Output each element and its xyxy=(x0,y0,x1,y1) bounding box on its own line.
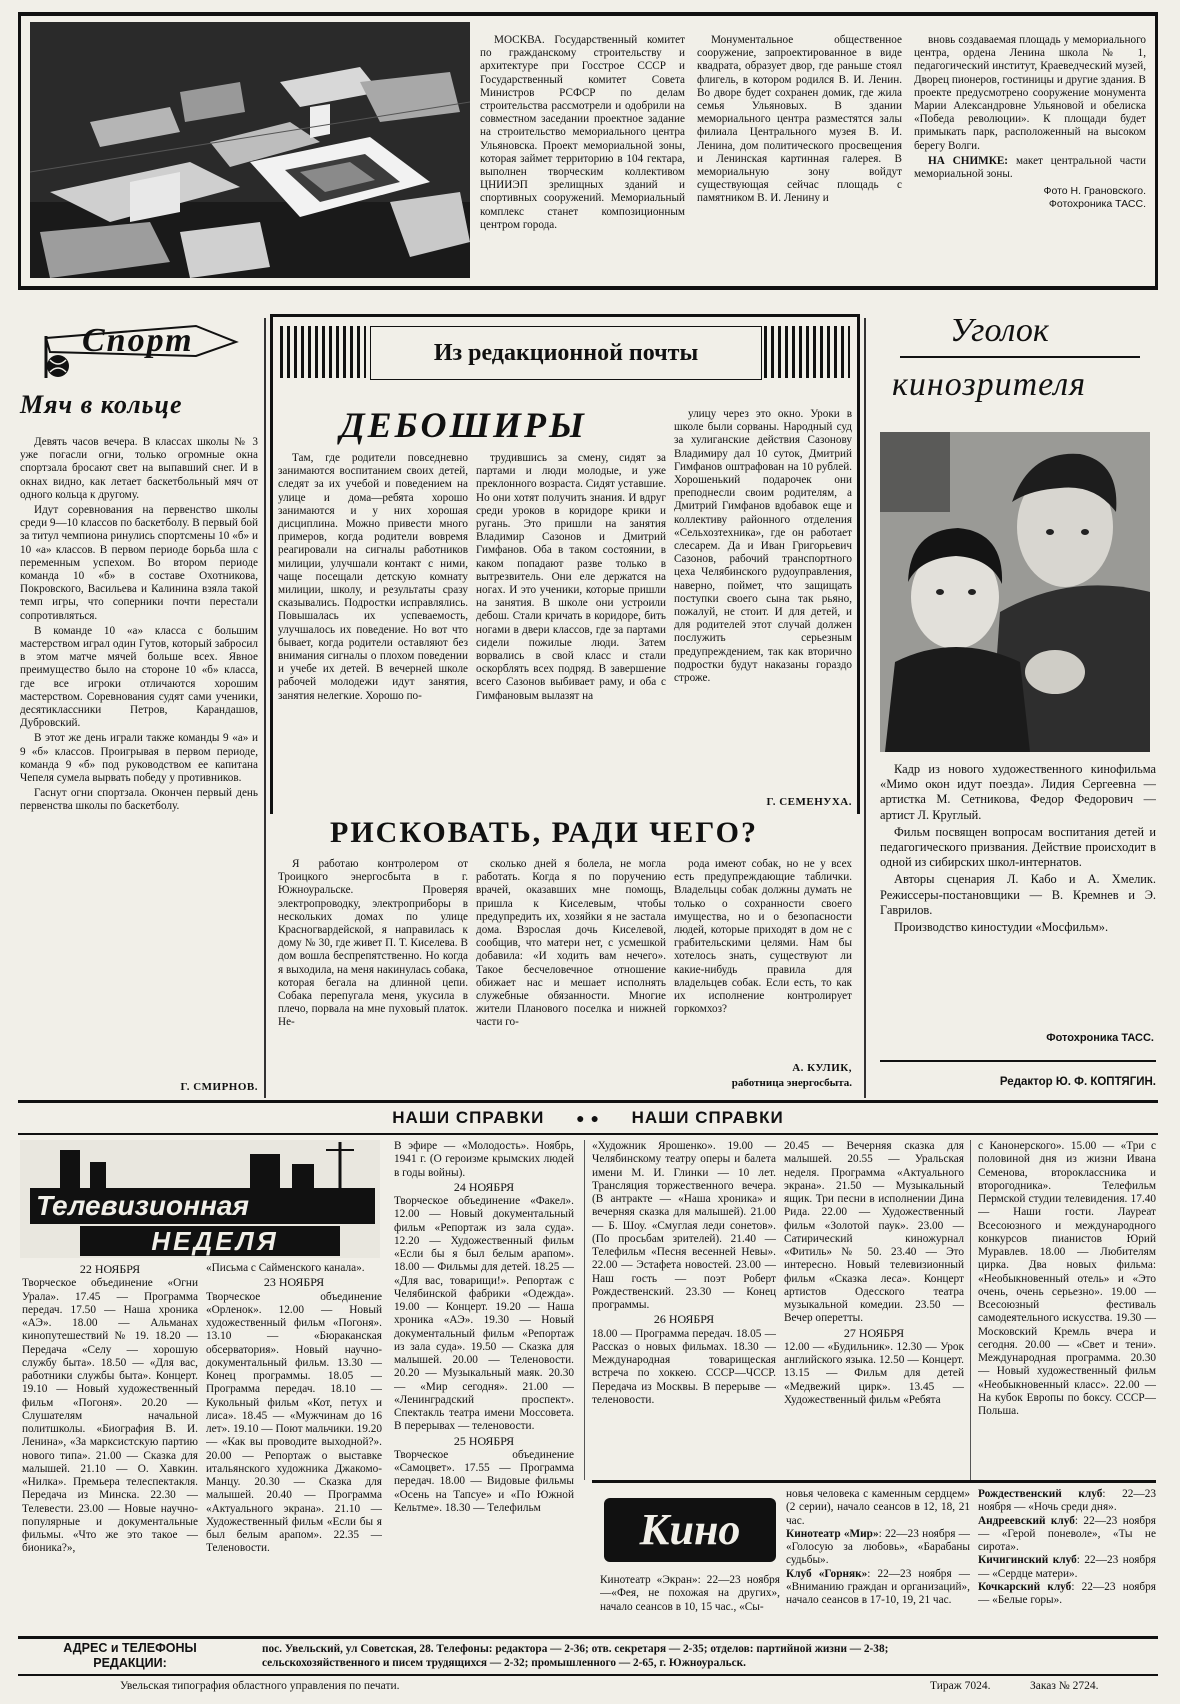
kino-caption-1: Кадр из нового художественного кинофильма «Мимо окон идут поезда». Лидия Сергеевна — артистка М. Сетникова, Федор Федорович — артист Л. Круглый. xyxy=(880,762,1156,822)
kino-ekran: Кинотеатр «Экран»: 22—23 ноября—«Фея, не похожая на других», начало сеансов в 10, 15 час., «Сы- xyxy=(600,1574,780,1613)
mail-signature: Г. СЕМЕНУХА. xyxy=(766,796,852,808)
footer-tirazh: Тираж 7024. xyxy=(930,1680,991,1692)
photo-note-label: НА СНИМКЕ: xyxy=(928,154,1009,167)
footer-label xyxy=(30,1641,230,1671)
risk-signature-note: работница энергосбыта. xyxy=(731,1077,852,1089)
tv-col-3 xyxy=(394,1140,574,1626)
memorial-model-photo xyxy=(30,22,470,278)
tv-col-4 xyxy=(592,1140,776,1474)
memorial-article-col1 xyxy=(480,34,685,282)
kino-gornyak-label: Клуб «Горняк» xyxy=(786,1567,868,1580)
mail-frame-top xyxy=(270,314,860,317)
sport-para-2: Идут соревнования на первенство школы среди 9—10 классов по баскетболу. В первый бой за титул чемпиона ринулись спортсмены 10 «б» и 10 «а» классов. В первом периоде борьба шла с переменным успехом. Во втором периоде команда 10 «б» в составе Охотникова, Покровского, Васильева и Калинина взяла такой темп игры, что соперники почти перестали сопротивляться. xyxy=(20,504,258,622)
kino-logo xyxy=(600,1490,780,1570)
tv-program-22-end: «Письма с Сайменского канала». xyxy=(206,1262,365,1274)
banner-right: НАШИ СПРАВКИ xyxy=(631,1108,784,1127)
kino-corner-credit: Фотохроника ТАСС. xyxy=(1046,1032,1154,1044)
tv-day-24: 24 НОЯБРЯ xyxy=(453,1179,515,1194)
banner-rule-bottom xyxy=(18,1133,1158,1135)
tv-program-23: Творческое объединение «Орленок». 12.00 — Новый художественный фильм «Погоня». 13.10 — «Бюраканская обсерватория». Новый научно-документальный фильм. 13.30 — Конец программы. 18.05 — Программа передач. 18.10 — Кукольный фильм «Кот, петух и лиса». 18.45 — «Мужчинам до 16 лет». 19.10 — Поют мальчики. 19.20 — «Как вы проводите выходной?». 20.00 — Репортаж о выставке итальянского художника Джакомо-Манцу. 20.30 — Сказка для малышей. 20.40 — Программа «Актуального экрана». 21.10 — Художественный фильм «Если бы я был белым арапом». 22.35 — Теленовости. xyxy=(206,1290,382,1555)
kino-andr-label: Андреевский клуб xyxy=(978,1514,1075,1527)
footer-rule-top xyxy=(18,1636,1158,1639)
tv-program-27-cont: с Канонерского». 15.00 — «Три с половиной дня из жизни Ивана Семенова, второклассника и второгодника». Телефильм Пермской студии телевидения. 17.40 — Наши гости. Лауреат Всесоюзного и международного конкурсов пианистов Юрий Муравлев. 18.00 — Любителям цирка. Два новых фильма: «Необыкновенный отель» и «Это очень, очень серьезно». 19.00 — Всесоюзный фестиваль самодеятельного искусства. 19.30 — Московский Кремль вчера и сегодня. 20.00 — «Свет и тени». Международная программа. 20.30 — Новый художественный фильм «Необыкновенный класс». 22.00 — На кубок Европы по боксу. СССР—Польша. xyxy=(978,1140,1156,1417)
divider-mail-kino xyxy=(864,318,866,1098)
risk-col2 xyxy=(476,858,666,1088)
film-still-photo xyxy=(880,432,1150,752)
risk-text-3: рода имеют собак, но не у всех есть предупреждающие таблички. Владельцы собак должны думать не только о сохранности своего имущества, но и о безопасности людей, которые приходят в дом не с грабительскими целями. Нам бы хотелось знать, существуют ли какие-нибудь правила для владельцев собак. Если есть, то как их исполнение контролирует горкомхоз? xyxy=(674,858,852,1016)
kino-right-3 xyxy=(978,1554,1156,1581)
tv-day-27: 27 НОЯБРЯ xyxy=(843,1325,905,1340)
banner-rule-top xyxy=(18,1100,1158,1103)
kino-corner-title-2: кинозрителя xyxy=(892,366,1087,403)
memorial-article-col3 xyxy=(914,34,1146,284)
tv-program-25: Творческое объединение «Самоцвет». 17.55 — Программа передач. 18.00 — Видовые фильмы «Осень на Тапсуе» и «По Южной Кельтме». 18.30 — Телефильм xyxy=(394,1448,574,1514)
kino-right-2 xyxy=(978,1515,1156,1555)
kino-listing-left xyxy=(600,1574,780,1630)
memorial-text-1: МОСКВА. Государственный комитет по гражданскому строительству и архитектуре при Госстрое СССР и Государственный комитет Совета Министров РСФСР по делам строительства рассмотрели и одобрили на совместном заседании проектное задание на строительство мемориального центра Ульяновска. Проект мемориальной зоны, которая займет территорию в 104 гектара, выполнен творческим коллективом ЦНИИЭП зрелищных зданий и спортивных сооружений. Мемориальный комплекс станет композиционным центром города. xyxy=(480,34,685,231)
kino-rozhd-label: Рождественский клуб xyxy=(978,1488,1103,1500)
tv-divider-1 xyxy=(584,1140,585,1480)
sport-headline: Мяч в кольце xyxy=(20,390,183,419)
mail-text-3: улицу через это окно. Уроки в школе были сорваны. Народный суд за хулиганские действия Сазонову Владимиру дал 10 суток, Дмитрий Гимфанов оштрафован на 10 рублей. Хорошенький подарочек они преподнесли своим родителям, а Дмитрий Гимфанов вдобавок еще и коллективу районного отделения «Сельхозтехника», где он работает слесарем. Да и Иван Григорьевич Сазонов, рабочий транспортного цеха Челябинского рудоуправления, наверно, поймет, что защищать поступки своего сына так рьяно, пожалуй, не стоит. И для детей, и для родителей этот случай должен послужить серьезным предупреждением, так как вторично подростки будут наказаны гораздо строже. xyxy=(674,408,852,685)
footer-printer: Увельская типография областного управления по печати. xyxy=(120,1680,400,1692)
tv-logo xyxy=(20,1140,380,1258)
mail-col2 xyxy=(476,452,666,802)
banner-dots: ● ● xyxy=(576,1110,600,1126)
mail-rubric-hatch-right xyxy=(764,326,850,378)
sport-para-5: Гаснут огни спортзала. Окончен первый день первенства школы по баскетболу. xyxy=(20,787,258,813)
kino-listing-right xyxy=(978,1488,1156,1628)
risk-text-1: Я работаю контролером от Троицкого энергосбыта в г. Южноуральске. Проверяя электропроводку, электроприборы в нескольких домах по улице Красногвардейской, я направилась к дому № 30, где живет П. Т. Киселева. В дом вошла беспрепятственно. Но когда я выходила, на меня накинулась собака, которая бегала на длинной цепи. Собака перепугала меня, укусила в плечо, порвала на мне пуховый платок. Не- xyxy=(278,858,468,1029)
tv-day-26: 26 НОЯБРЯ xyxy=(653,1312,715,1327)
risk-headline: РИСКОВАТЬ, РАДИ ЧЕГО? xyxy=(330,816,758,849)
kino-caption-2: Фильм посвящен вопросам воспитания детей и педагогического призвания. Действие происходит в одной из сибирских школ-интернатов. xyxy=(880,824,1156,870)
sport-article xyxy=(20,436,258,1052)
kino-caption-3: Авторы сценария Л. Кабо и А. Хмелик. Режиссеры-постановщики — В. Кремнев и Э. Гаврилов. xyxy=(880,872,1156,917)
editor-line: Редактор Ю. Ф. КОПТЯГИН. xyxy=(999,1076,1156,1088)
mail-text-1: Там, где родители повседневно занимаются воспитанием своих детей, следят за их учебой и поведением на улице и дома—ребята хорошо занимаются и у них хорошая дисциплина. Можно привести много примеров, когда родители вовремя реагировали на сигналы работников милиции, улучшали контакт с ними, чаще посещали детскую комнату милиции, школу, и результаты сразу сказывались. Подростки исправлялись. Повышалась их успеваемость, улучшалось их поведение. Но вот что бывает, когда родители оставляют без внимания сигналы о плохом поведении и учебе их детей. В вечерней школе рабочей молодежи идут занятия, занятия нелегкие. Хорошо по- xyxy=(278,452,468,702)
kino-corner-caption xyxy=(880,762,1156,1032)
top-border-bottom xyxy=(18,286,1158,290)
memorial-text-2: Монументальное общественное сооружение, запроектированное в виде квадрата, образует двор, где раньше стоял флигель, в котором родился В. И. Ленин. Во дворе будет сохранен домик, где жила семья Ульяновых. В здании мемориального центра разместятся залы филиала Центрального музея В. И. Ленина, дом политического просвещения и Ленинская картинная галерея. В мемориальную зону войдут существующая сейчас площадь с памятником В. И. Ленину и xyxy=(697,34,902,205)
mail-rubric: Из редакционной почты xyxy=(433,340,699,366)
tv-program-26-cont: 20.45 — Вечерняя сказка для малышей. 20.55 — Уральская неделя. Программа «Актуального экрана». 21.50 — Музыкальный ящик. Три песни в исполнении Дина Рида. 22.00 — Художественный фильм «Золотой паук». 23.00 — Сатирический киножурнал «Фитиль» № 50. 23.40 — Это интересно. Новый телевизионный фильм «Сказка леса». Концерт артистов Одесского театра музыкальной комедии. 23.50 — Вечер оперетты. xyxy=(784,1140,964,1325)
kino-andr-text: : 22—23 ноября — «Герой поневоле», «Ты не сирота». xyxy=(978,1514,1156,1553)
kino-gornyak-text: : 22—23 ноября — «Вниманию граждан и организаций», начало сеансов в 17-10, 19, 21 час. xyxy=(786,1567,970,1606)
photo-credit-2: Фотохроника ТАСС. xyxy=(1048,198,1146,211)
mail-headline: ДЕБОШИРЫ xyxy=(340,405,587,445)
kino-listing-mid xyxy=(786,1488,970,1628)
tv-program-25-cont: «Художник Ярошенко». 19.00 — Челябинскому театру оперы и балета имени М. И. Глинки — 10 лет. Трансляция торжественного вечера. (В антракте — «Наша хроника» и вечерняя сказка для малышей). 21.00 — Б. Шоу. «Смуглая леди сонетов». (По просьбам зрителей). 21.40 — Телефильм «Песня весенней Невы». 22.00 — Эстафета новостей. 23.00 — Наш гость — поэт Роберт Рождественский. 23.30 — Конец программы. xyxy=(592,1140,776,1311)
footer-label-2: РЕДАКЦИИ: xyxy=(93,1656,167,1670)
top-border-top xyxy=(18,12,1158,16)
banner-row xyxy=(18,1104,1158,1132)
mail-rubric-hatch-left xyxy=(280,326,366,378)
footer-line-1: пос. Увельский, ул Советская, 28. Телефоны: редактора — 2-36; отв. секретаря — 2-35; отделов: партийной жизни — 2-38; xyxy=(262,1643,889,1655)
banner-left: НАШИ СПРАВКИ xyxy=(392,1108,545,1127)
photo-note-text: макет центральной части мемориальной зоны. xyxy=(914,154,1146,181)
editor-rule xyxy=(880,1060,1156,1062)
kino-right-4 xyxy=(978,1581,1156,1608)
sport-signature: Г. СМИРНОВ. xyxy=(180,1081,258,1093)
kino-mir-text: : 22—23 ноября — «Голосую за любовь», «Барабаны судьбы». xyxy=(786,1527,970,1567)
tv-program-27: 12.00 — «Будильник». 12.30 — Урок английского языка. 12.50 — Концерт. 13.15 — Фильм для детей «Медвежий цирк». 13.45 — Художественный фильм «Ребята xyxy=(784,1340,964,1406)
mail-frame-right xyxy=(857,314,860,814)
kino-kich-text: : 22—23 ноября — «Сердце матери». xyxy=(978,1554,1156,1580)
mail-frame-left xyxy=(270,314,273,814)
footer-order: Заказ № 2724. xyxy=(1030,1680,1099,1692)
sport-para-4: В этот же день играли также команды 9 «а» и 9 «б» классов. Проигрывая в первом периоде, команда 9 «б» под руководством ее капитана Чепеля сумела вырвать победу у противников. xyxy=(20,732,258,785)
tv-logo-line1: Телевизионная xyxy=(36,1190,249,1221)
kino-caption-4: Производство киностудии «Мосфильм». xyxy=(894,920,1109,935)
tv-col-1 xyxy=(22,1262,198,1626)
tv-program-22: Творческое объединение «Огни Урала». 17.45 — Программа передач. 17.50 — Наша хроника «АЭ». 18.00 — Альманах кинопутешествий № 19. 18.20 — Передача «Селу — хорошую службу быта». 18.50 — «Для вас, работники службы быта». Концерт. 19.10 — Новый художественный фильм «Погоня». 20.20 — Слушателям начальной политшколы. «Биография В. И. Ленина», «За марксистскую партию нового типа». 21.00 — Сказка для малышей. 21.10 — О. Хавкин. «Нилка». Премьера телеспектакля. Передача из Минска. 22.30 — Телевести. 23.00 — Новые научно-популярные и документальные фильмы. «Что же это такое — бионика?», xyxy=(22,1277,198,1555)
kino-kich-label: Кичигинский клуб xyxy=(978,1554,1077,1567)
kino-rule-top xyxy=(592,1480,1156,1483)
mail-text-2: трудившись за смену, сидят за партами и люди молодые, и уже преклонного возраста. Сидят уставшие. Но они хотят получить знания. И вдруг среди уроков в коридоре крики и ругань. Это пришли на занятия Владимир Сазонов и Дмитрий Гимфанов. Оба в таком состоянии, в каком попадают разве только в вытрезвитель. Они еле держатся на ногах. И это ученики, которые пришли на занятия. В школе они устроили дебош. Стали кричать в коридоре, бить ногами в двери классов, где за партами сидели пожилые люди. Затем ворвались в свой класс и стали оскорблять всех подряд. В завершение всего Сазонов выбивает раму, и оба с Гимфановым вылазят на xyxy=(476,452,666,702)
risk-text-2: сколько дней я болела, не могла работать. Когда я по поручению врачей, оказавших мне помощь, пришла к Киселевым, чтобы предупредить их, хозяйки я не застала дома. Взрослая дочь Киселевой, сообщив, что матери нет, с усмешкой добавила: «И ходить вам нечего». Такое бесчеловечное отношение обижает нас и мешает исполнять служебные обязанности. Многие жители Планового поселка и нижней части го- xyxy=(476,858,666,1029)
footer-rule-bottom xyxy=(18,1674,1158,1676)
kino-koch-label: Кочкарский клуб xyxy=(978,1580,1072,1593)
photo-credit-1: Фото Н. Грановского. xyxy=(1043,185,1146,198)
sport-para-3: В команде 10 «а» класса с большим мастерством играл один Гутов, который забросил в этом матче мячей больше всех. Явное преимущество было на стороне 10 «б» класса, где все игроки отличаются хорошим мастерством. Соревнования судят сами ученики, десятиклассники Петров, Карандашов, Дубровский. xyxy=(20,624,258,730)
footer-address xyxy=(262,1642,1154,1670)
tv-divider-2 xyxy=(970,1140,971,1480)
top-border-left xyxy=(18,12,21,290)
kino-mid-2 xyxy=(786,1528,970,1568)
sport-logo xyxy=(36,308,256,382)
sport-para-1: Девять часов вечера. В классах школы № 3 уже погасли огни, только огромные окна спортзала бросают свет на выпавший снег. И в окнах видно, как летает баскетбольный мяч от одного кольца к другому. xyxy=(20,436,258,501)
mail-col3 xyxy=(674,408,852,794)
risk-signature: А. КУЛИК, xyxy=(792,1062,852,1074)
kino-logo-text: Кино xyxy=(639,1505,741,1554)
kino-mid-1: новья человека с каменным сердцем» (2 серии), начало сеансов в 12, 18, 21 час. xyxy=(786,1488,970,1527)
footer-line-2: сельскохозяйственного и писем трудящихся — 2-32; промышленного — 2-65, г. Южноуральск. xyxy=(262,1657,746,1669)
tv-program-24: Творческое объединение «Факел». 12.00 — Новый документальный фильм «Репортаж из зала суда». 12.20 — Художественный фильм «Если бы я был белым арапом». 18.00 — Фильмы для детей. 18.25 — «Для вас, товарищи!». Репортаж с Челябинской фабрики «Одежда». 19.00 — Концерт. 19.20 — Наша хроника «АЭ». 19.30 — Новый документальный фильм «Репортаж из зала суда». 19.50 — Сказка для малышей. 20.00 — Теленовости. 20.20 — Музыкальный маяк. 20.30 — «Мир сегодня». 21.00 — «Ленинградский проспект». Спектакль театра имени Моссовета. В перерывах — теленовости. xyxy=(394,1195,574,1433)
kino-right-1 xyxy=(978,1488,1156,1515)
tv-col-2 xyxy=(206,1262,382,1626)
tv-program-26: 18.00 — Программа передач. 18.05 — Рассказ о новых фильмах. 18.30 — Международная товарищеская встреча по хоккею. СССР—ЧССР. Передача из Москвы. В перерыве — теленовости. xyxy=(592,1327,776,1406)
footer-label-1: АДРЕС и ТЕЛЕФОНЫ xyxy=(63,1641,197,1655)
kino-koch-text: : 22—23 ноября — «Белые горы». xyxy=(978,1580,1156,1606)
mail-rubric-box xyxy=(370,326,762,380)
kino-mid-3 xyxy=(786,1568,970,1608)
tv-day-25: 25 НОЯБРЯ xyxy=(453,1433,515,1448)
mail-col1 xyxy=(278,452,468,802)
kino-corner-title-rule xyxy=(900,356,1140,358)
sport-logo-text: Спорт xyxy=(82,322,194,359)
tv-program-23-end: В эфире — «Молодость». Ноябрь, 1941 г. (О героизме крымских людей в годы войны). xyxy=(394,1140,574,1179)
tv-day-22: 22 НОЯБРЯ xyxy=(79,1262,141,1276)
risk-col3 xyxy=(674,858,852,1058)
kino-rozhd-text: : 22—23 ноября — «Ночь среди дня». xyxy=(978,1488,1156,1514)
kino-mir-label: Кинотеатр «Мир» xyxy=(786,1527,879,1540)
tv-day-23: 23 НОЯБРЯ xyxy=(263,1275,325,1290)
tv-col-5 xyxy=(784,1140,964,1474)
memorial-text-3: вновь создаваемая площадь у мемориального центра, ордена Ленина школа № 1, педагогический институт, Краеведческий музей, Дворец пионеров, гостиницы и другие здания. В проекте предусмотрено сооружение монумента Марии Александровне Ульяновой и обелиска «Победа революции». К площади будет примыкать парк, расположенный на высоком берегу Волги. xyxy=(914,34,1146,152)
tv-logo-line2: НЕДЕЛЯ xyxy=(151,1226,279,1256)
photo-note xyxy=(914,155,1146,181)
top-border-right xyxy=(1155,12,1158,290)
kino-corner-title-1: Уголок xyxy=(950,312,1049,349)
risk-col1 xyxy=(278,858,468,1088)
divider-sport-mail xyxy=(264,318,266,1098)
memorial-article-col2 xyxy=(697,34,902,282)
tv-col-6 xyxy=(978,1140,1156,1474)
